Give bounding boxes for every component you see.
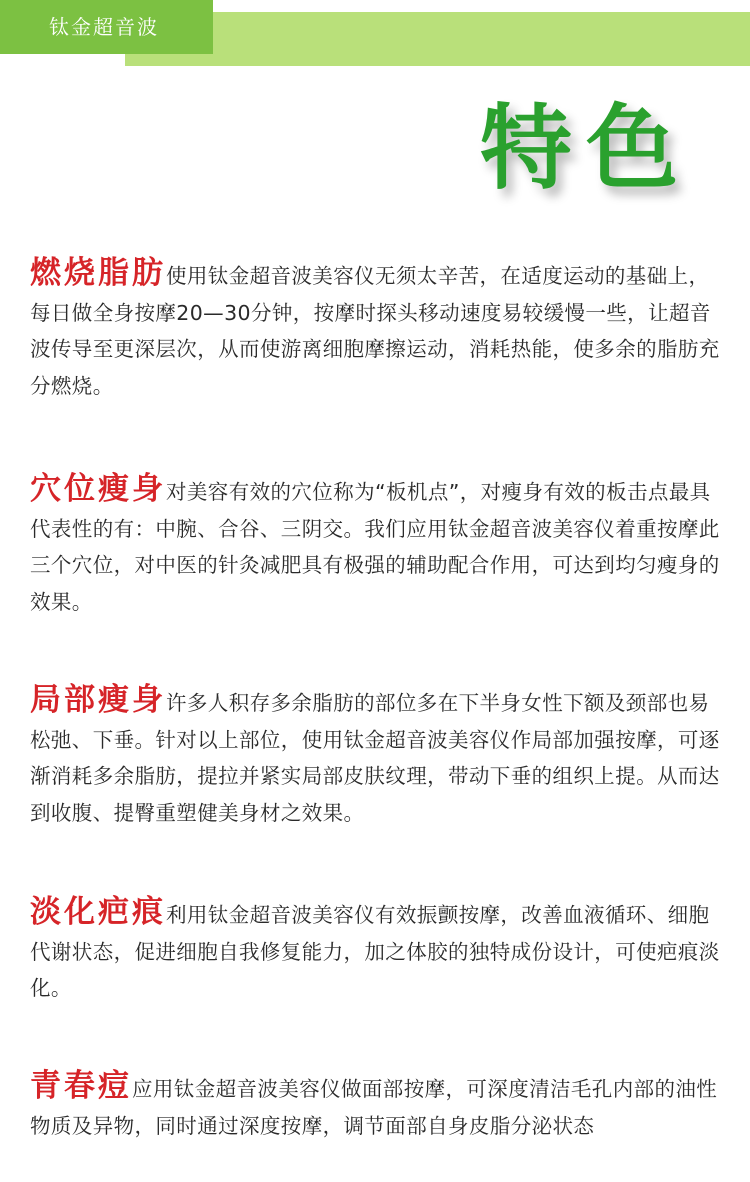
header-tab: 钛金超音波 — [0, 0, 213, 54]
section-acupoint-slimming — [30, 471, 730, 620]
section-heading: 燃烧脂肪 — [30, 255, 166, 291]
section-text: 使用钛金超音波美容仪无须太辛苦，在适度运动的基础上，每日做全身按摩20—30分钟，按摩时探头移动速度易较缓慢一些，让超音波传导至更深层次，从而使游离细胞摩擦运动，消耗热能，使多余的脂肪充分燃烧。 — [30, 264, 720, 398]
section-acne — [30, 1068, 730, 1144]
header-bar — [0, 0, 750, 66]
section-heading: 淡化疤痕 — [30, 894, 166, 930]
section-local-slimming — [30, 682, 730, 831]
section-fade-scars — [30, 894, 730, 1007]
section-heading: 穴位瘦身 — [30, 471, 166, 507]
section-text: 对美容有效的穴位称为“板机点”，对瘦身有效的板击点最具代表性的有：中腕、合谷、三阴交。我们应用钛金超音波美容仪着重按摩此三个穴位，对中医的针灸减肥具有极强的辅助配合作用，可达到均匀瘦身的效果。 — [30, 480, 720, 614]
section-burn-fat — [30, 255, 730, 404]
section-heading: 青春痘 — [30, 1068, 132, 1104]
section-text: 应用钛金超音波美容仪做面部按摩，可深度清洁毛孔内部的油性物质及异物，同时通过深度按摩，调节面部自身皮脂分泌状态 — [30, 1077, 718, 1138]
section-text: 利用钛金超音波美容仪有效振颤按摩，改善血液循环、细胞代谢状态，促进细胞自我修复能力，加之体胶的独特成份设计，可使疤痕淡化。 — [30, 903, 720, 1000]
page-title: 特色 — [479, 95, 692, 202]
header-bar-background — [125, 12, 750, 66]
section-heading: 局部瘦身 — [30, 682, 166, 718]
section-text: 许多人积存多余脂肪的部位多在下半身女性下额及颈部也易松弛、下垂。针对以上部位，使用钛金超音波美容仪作局部加强按摩，可逐渐消耗多余脂肪，提拉并紧实局部皮肤纹理，带动下垂的组织上提。从而达到收腹、提臀重塑健美身材之效果。 — [30, 691, 720, 825]
